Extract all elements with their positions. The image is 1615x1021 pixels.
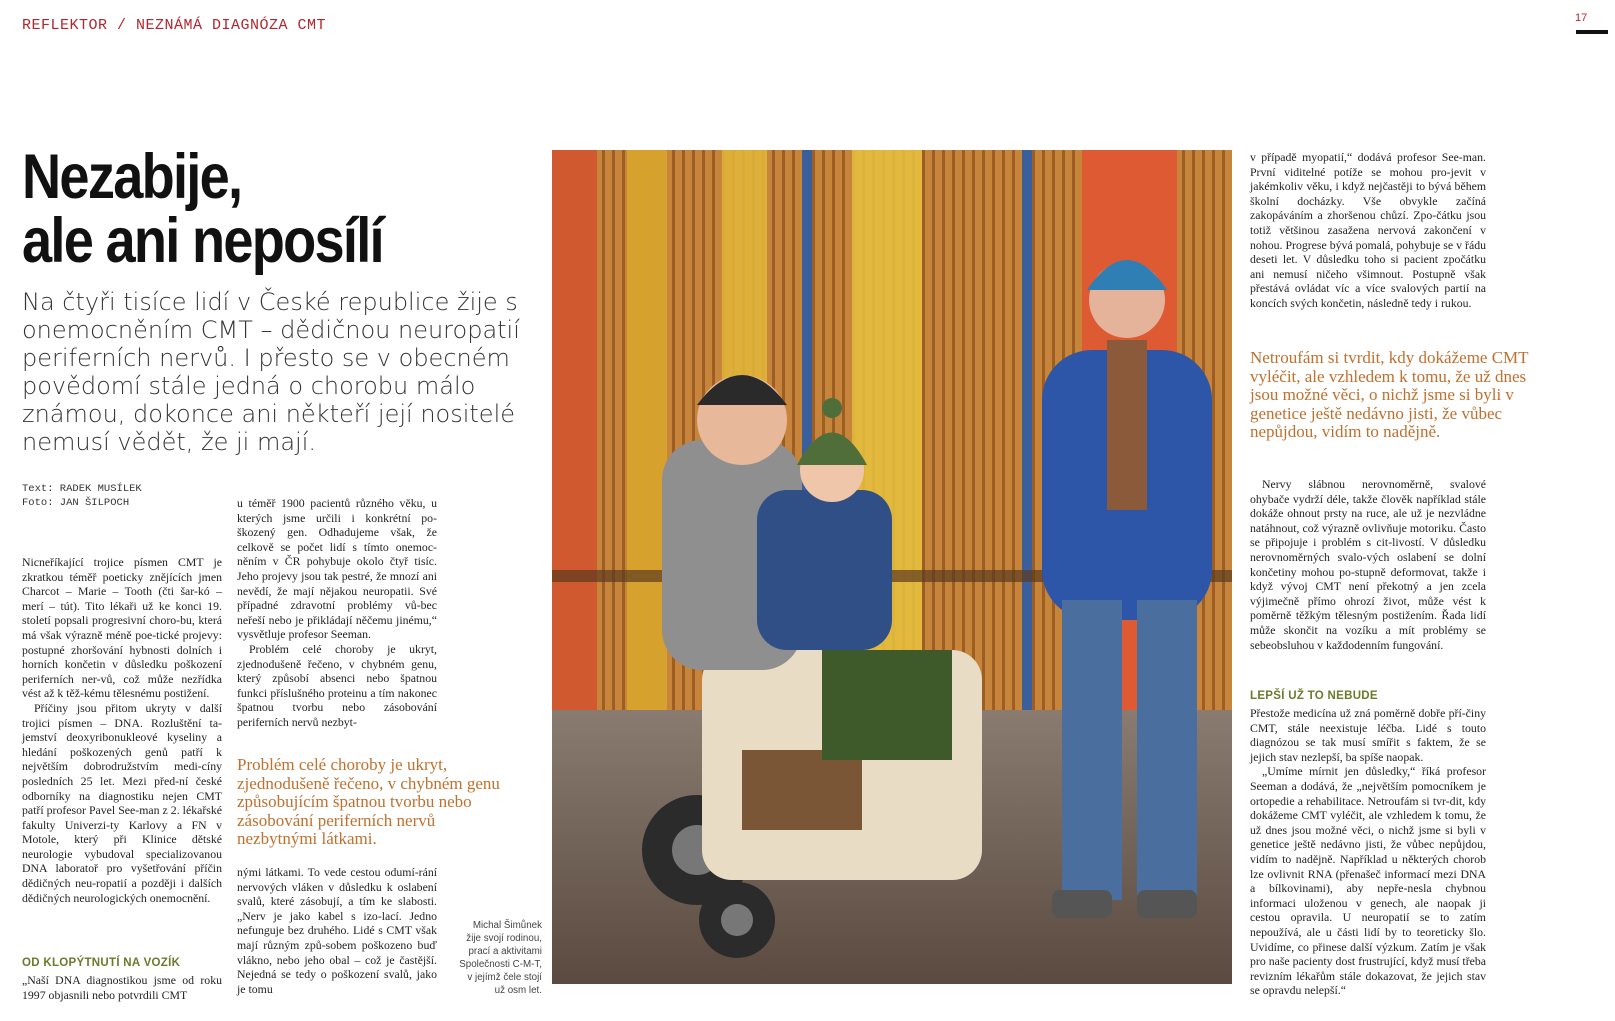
article-photo — [552, 150, 1232, 984]
paragraph: „Umíme mírnit jen důsledky,“ říká profesor Seeman a dodává, že „největším pomocníkem je ortopedie a rehabilitace. Netroufám si tvr-dit, kdy dokážeme CMT vyléčit, ale vzhledem k tomu, že už dnes jsou možné věci, o nichž jsme si byli v genetice ještě nedávno jisti, že vůbec nepůjdou, vidím to nadějně. Například u některých chorob lze ovlivnit RNA (přenašeč informací mezi DNA a bílkovinami), aby nepře-nesla chybnou informaci uloženou v genech, ale naopak ji cestou opravila. U neuropatií se to zatím nepoužívá, ale u části lidí by to teoreticky šlo. Uvidíme, co přinese další výzkum. Zatím je však pro naše pacienty dost frustrující, když musí třeba revizním lékařům stále dokazovat, že jejich stav se opravdu nelepší.“ — [1250, 764, 1486, 998]
paragraph: Problém celé choroby je ukryt, zjednodušeně řečeno, v chybném genu, který způsobí absenci nebo špatnou funkci příslušného proteinu a tím nakonec špatnou tvorbu nebo zásobování periferních nervů nezbyt- — [237, 641, 437, 729]
title-line-1: Nezabije, — [22, 142, 242, 212]
subhead-lepsi-uz-to-nebude: LEPŠÍ UŽ TO NEBUDE — [1250, 690, 1378, 702]
pullquote-2: Netroufám si tvrdit, kdy dokážeme CMT vyléčit, ale vzhledem k tomu, že už dnes jsou možné věci, o nichž jsme si byli v genetice ještě nedávno jisti, že vůbec nepůjdou, vidím to nadějně. — [1250, 348, 1529, 441]
credit-photo: Foto: JAN ŠILPOCH — [22, 497, 130, 509]
paragraph: Nicneříkající trojice písmen CMT je zkratkou téměř poeticky znějících jmen Charcot – Marie – Tooth (čti šar-kó – merí – tút). Tito lékaři už ke konci 19. století popsali progresivní choro-bu, která má však výrazně méně poe-tické projevy: postupné zhoršování hybnosti dolních i horních končetin v důsledku poškození periferních ner-vů, což může nezřídka vést až k těž-kému tělesnému postižení. — [22, 555, 222, 701]
photo-illustration — [552, 150, 1232, 984]
credit-text: Text: RADEK MUSÍLEK — [22, 483, 142, 495]
text-column-3-bottom — [1250, 706, 1486, 998]
paragraph: „Naší DNA diagnostikou jsme od roku 1997 objasnili nebo potvrdili CMT — [22, 973, 222, 1002]
text-column-2-continued — [237, 865, 437, 996]
text-column-1-continued — [22, 973, 222, 1002]
text-column-3-middle — [1250, 477, 1486, 652]
paragraph: Nervy slábnou nerovnoměrně, svalové ohybače vydrží déle, takže člověk například stále dokáže ohnout prsty na ruce, ale už je nezvládne natáhnout, což výrazně ovlivňuje motoriku. Často se připojuje i problém s cit-livostí. V důsledku nerovnoměrných svalo-vých oslabení se dolní končetiny mohou po-stupně deformovat, takže i když vývoj CMT není překotný a jen zcela výjimečně přímo ohrozí život, může vést k poměrně těžkým tělesným postižením. Řada lidí může skončit na vozíku a mít problémy se sebeobsluhou v každodenním fungování. — [1250, 477, 1486, 652]
article-title — [22, 142, 452, 276]
text-column-3 — [1250, 150, 1486, 311]
page-number-rule — [1576, 30, 1608, 34]
subhead-od-klopytnuti: OD KLOPÝTNUTÍ NA VOZÍK — [22, 957, 181, 969]
paragraph: v případě myopatií,“ dodává profesor See-man. První viditelné potíže se mohou pro-jevit v jakémkoliv věku, i když nejčastěji to bývá během školní docházky. Vše obvykle začíná zakopáváním a zhoršenou chůzí. Zpo-čátku jsou totiž většinou zasažena nervová zakončení v nohou. Progrese bývá pomalá, pohybuje se v řádu deseti let. V důsledku toho si pacient zpočátku ani nemusí ničeho všimnout. Postupně však přestává ovládat víc a více svalových partií na koncích svých končetin, následně tedy i rukou. — [1250, 150, 1486, 310]
paragraph: Přestože medicína už zná poměrně dobře pří-činy CMT, stále neexistuje léčba. Lidé s touto diagnózou se tak musí smířit s faktem, že se jejich stav nezlepší, ba spíše naopak. — [1250, 706, 1486, 764]
text-column-1 — [22, 555, 222, 905]
title-line-2: ale ani neposílí — [22, 206, 383, 276]
photo-caption: Michal Šimůnek žije svojí rodinou, prací a aktivitami Společnosti C-M-T, v jejímž čele stojí už osm let. — [459, 920, 542, 996]
text-column-2 — [237, 496, 437, 730]
paragraph: nými látkami. To vede cestou odumí-rání nervových vláken v důsledku k oslabení svalů, které zásobují, a tím ke slabosti. „Nerv je jako kabel s izo-lací. Jedno nefunguje bez druhého. Lidé s CMT však mají různým způ-sobem poškozeno buď vlákno, nebo jeho obal – což je častější. Nejedná se tedy o poškození svalů, jako je tomu — [237, 865, 437, 996]
running-head: REFLEKTOR / NEZNÁMÁ DIAGNÓZA CMT — [22, 17, 327, 34]
pullquote-1: Problém celé choroby je ukryt, zjednodušeně řečeno, v chybném genu způsobujícím špatnou tvorbu nebo zásobování periferních nervů nezbytnými látkami. — [237, 755, 500, 848]
article-lead: Na čtyři tisíce lidí v České republice žije s onemocněním CMT – dědičnou neuropatií periferních nervů. I přesto se v obecném povědomí stále jedná o chorobu málo známou, dokonce ani někteří její nositelé nemusí vědět, že ji mají. — [22, 288, 520, 456]
paragraph: u téměř 1900 pacientů různého věku, u kterých jsme určili i konkrétní po-škozený gen. Odhadujeme však, že celkově se počet lidí s tímto onemoc-něním v ČR pohybuje okolo čtyř tisíc. Jeho projevy jsou tak pestré, že mnozí ani nevědí, že mají nějakou neuropatii. Své případné zdravotní problémy vů-bec neřeší nebo je přikládají něčemu jinému,“ vysvětluje profesor Seeman. — [237, 496, 437, 642]
paragraph: Příčiny jsou přitom ukryty v další trojici písmen – DNA. Rozluštění ta-jemství deoxyribonukleové kyseliny a hledání poškozených genů patří k největším dobrodružstvím medi-cíny posledních 25 let. Mezi před-ní české odborníky na diagnostiku nejen CMT patří profesor Pavel See-man z 2. lékařské fakulty Univerzi-ty Karlovy a FN v Motole, který při Klinice dětské neurologie vybudoval specializovanou DNA laboratoř pro vyšetřování příčin dědičných neu-ropatií a později i dalších dědičných neurologických onemocnění. — [22, 700, 222, 905]
page-number: 17 — [1575, 12, 1588, 24]
credits — [22, 482, 142, 510]
